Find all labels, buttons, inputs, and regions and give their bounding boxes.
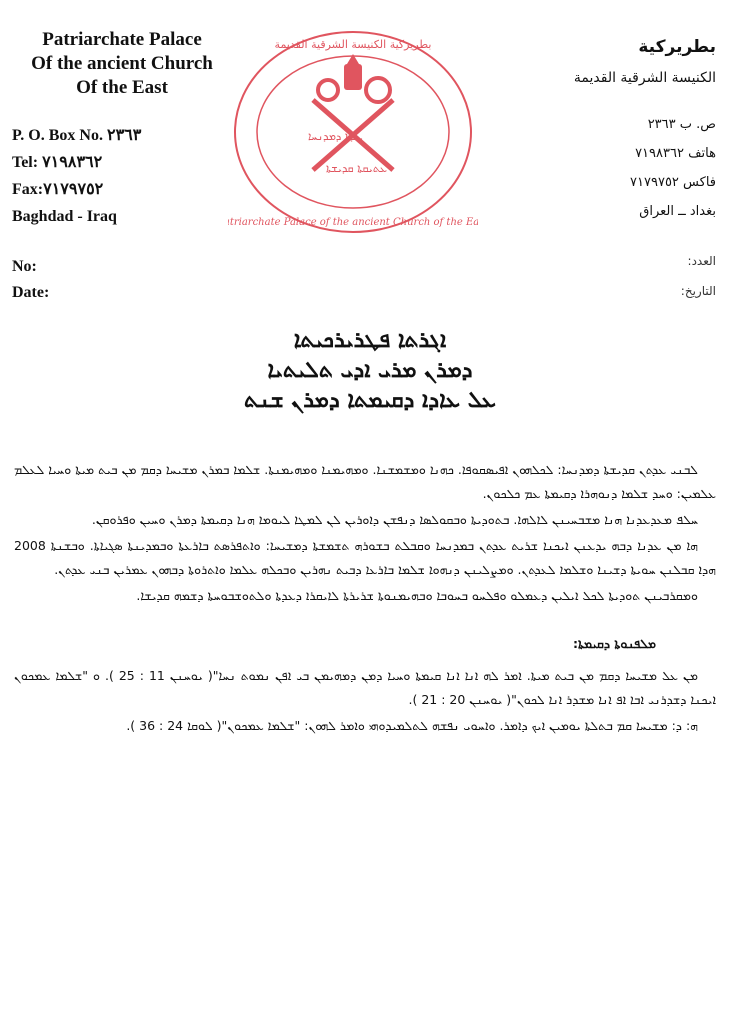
seal-ring-text-top: بطريركية الكنيسة الشرقية القديمة [274, 38, 432, 51]
seal-inner-line-1: ܥܕܬܐ ܕܡܕܢܚܐ [308, 130, 363, 143]
arabic-date-label: التاريخ: [680, 284, 716, 298]
arabic-city: بغداد ــ العراق [639, 204, 716, 219]
english-title-line: Patriarchate Palace [42, 29, 202, 50]
body-paragraph: ܘܡܩܪܒܝܢܢ ܬܘܕܝܬܐ ܠܟܠ ܐܝܠܝܢ ܕܥܡܠܘ ܘܦܠܚܘ ܒܚܘܒܐ ܘܒܗܝܡܢܘܬܐ ܫܪܝܪܬܐ ܠܐܝܩܪܐ ܕܥܕܬܐ ܘܠܬܘܫܒܘܚܬܐ ܕܫܡܗ ܩܕܝܫܐ. [136, 588, 698, 603]
body-paragraph: ܗܐ ܡܢ ܥܕܢܐ ܕܒܗ ܝܕܥܢܢ ܐܝܟܢܐ ܫܪܝܬ ܥܕܬܢ ܒܡܕܢܚܐ ܘܩܒܠܬ ܒܫܘܪܗ ܬܫܡܫܬܐ ܕܡܫܝܚܐ: ܘܐܬܦܪܣܬ ܒܐܪܥܬܐ ܘܒܡܕܝܢܬܐ ܣܓܝܐܬܐ. ܘܒܫܢܬܐ 2008 ܗܕܐ ܩܒܠܢܢ ܚܘܝܬܐ ܕܫܝܢܐ ܘܫܠܡܐ ܠܥܕܬܢ. ܘܡܨܠܝܢܢ ܕܢܗܘܐ ܫܠܡܐ ܒܐܪܥܐ ܕܒܝܬ ܢܗܪܝܢ ܘܒܟܠܗ ܥܠܡܐ ܘܐܬܪܘܬܐ ܕܒܗܘܢ ܥܡܪܝܢ ܒܢܝ ܥܕܬܢ. [14, 538, 716, 577]
city: Baghdad - Iraq [12, 208, 117, 225]
english-contact [12, 122, 232, 230]
body-paragraph: ܡܢ ܥܠ ܡܫܝܚܐ ܕܩܡ ܡܢ ܒܝܬ ܡܝܬܐ. ܐܡܪ ܠܗ ܐܢܐ ܐܢܐ ܩܝܡܬܐ ܘܚܝܐ ܕܡܢ ܕܡܗܝܡܢ ܒܝ ܐܦܢ ܢܡܘܬ ܢܚܐ"( ܝܘܚܢܢ 11 : 25 ). ܘ "ܫܠܡܐ ܥܡܟܘܢ ܐܝܟܢܐ ܕܫܕܪܢܝ ܐܒܐ ܐܦ ܐܢܐ ܡܫܕܪ ܐܢܐ ܠܟܘܢ"( ܝܘܚܢܢ 20 : 21 ). [14, 668, 716, 707]
arabic-number-label: العدد: [687, 254, 716, 268]
arabic-fax: فاكس ٧١٧٩٧٥٢ [630, 175, 716, 190]
english-title [12, 28, 232, 100]
heading-line: ܕܡܪܢ ܡܪܝ ܐܕܝ ܬܠܝܬܝܐ [267, 358, 473, 383]
reference-arabic [681, 246, 716, 306]
letterhead-english [12, 28, 232, 230]
date-label: Date: [12, 284, 50, 301]
english-title-line: Of the ancient Church [31, 53, 213, 74]
arabic-contact [516, 110, 716, 226]
seal-graphic [228, 20, 478, 240]
pobox: P. O. Box No. ٢٣٦٣ [12, 127, 142, 144]
heading-line: ܥܠ ܥܐܕܐ ܕܩܝܡܬܐ ܕܡܪܢ ܫܢܬ [243, 388, 496, 413]
letter-body [14, 458, 716, 740]
arabic-subtitle: الكنيسة الشرقية القديمة [573, 70, 716, 86]
key-bow-icon [318, 80, 338, 100]
arabic-pobox: ص. ب ٢٣٦٣ [647, 117, 716, 132]
fax: Fax:٧١٧٩٧٥٢ [12, 181, 104, 198]
reference-english [12, 254, 49, 306]
body-paragraph: ܠܒܢܝ ܥܕܬܢ ܩܕܝܫܬܐ ܕܡܕܢܚܐ: ܠܟܠܗܘܢ ܐܦܝܣܩܘܦܐ. ܟܗܢܐ ܘܡܫܡܫܢܐ. ܘܡܗܝܡܢܐ ܘܡܗܝܡܢܬܐ. ܫܠܡܐ ܒܡܪܢ ܡܫܝܚܐ ܕܩܡ ܡܢ ܒܝܬ ܡܝܬܐ ܘܚܝܐ ܠܥܠܡ ܥܠܡܝܢ: ܘܚܕ ܫܠܡܐ ܕܢܘܗܪܐ ܕܩܝܡܬܐ ܥܡ ܟܠܟܘܢ. [14, 462, 716, 501]
body-paragraph: ܚܠܦ ܡܥܕܥܕܢܐ ܗܢܐ ܡܫܒܚܝܢܢ ܠܐܠܗܐ. ܒܬܘܕܝܬܐ ܘܒܩܘܠܣܐ ܕܢܦܫܢ ܕܐܘܪܝܢ ܠܢ ܠܡܛܐ ܠܝܘܡܐ ܗܢܐ ܕܩܝܡܬܐ ܕܡܪܢ ܘܚܝܢ ܘܦܪܘܩܢ. [91, 512, 698, 527]
arabic-title: بطريركية [638, 37, 716, 57]
letterhead-arabic [516, 36, 716, 226]
mitre-icon [344, 64, 362, 90]
body-subheading: ܡܠܦܢܘܬܐ ܕܩܝܡܬܐ: [572, 636, 656, 651]
letter-heading [150, 326, 590, 416]
arabic-telephone: هاتف ٧١٩٨٣٦٢ [635, 146, 716, 161]
key-bow-icon [366, 78, 390, 102]
telephone: Tel: ٧١٩٨٣٦٢ [12, 154, 103, 171]
heading-line: ܐܓܪܬܐ ܦܛܪܝܪܟܝܬܐ [293, 328, 447, 353]
number-label: No: [12, 258, 37, 275]
body-paragraph: ܗ: ܕ: ܡܫܝܚܐ ܩܡ ܒܬܠܬܐ ܝܘܡܝܢ ܐܝܟ ܕܐܡܪ. ܘܐܚܘܝ ܢܦܫܗ ܠܬܠܡܝܕܘܗܝ ܘܐܡܪ ܠܗܘܢ: "ܫܠܡܐ ܥܡܟܘܢ"( ܠܘܩܐ 24 : 36 ). [126, 718, 698, 733]
seal-inner-line-2: ܥܬܝܩܬܐ ܩܕܝܫܬܐ [326, 162, 388, 175]
seal-ring-text-bottom: Patriarchate Palace of the ancient Church of the East [228, 217, 478, 228]
church-seal [228, 20, 478, 240]
english-title-line: Of the East [76, 77, 168, 98]
